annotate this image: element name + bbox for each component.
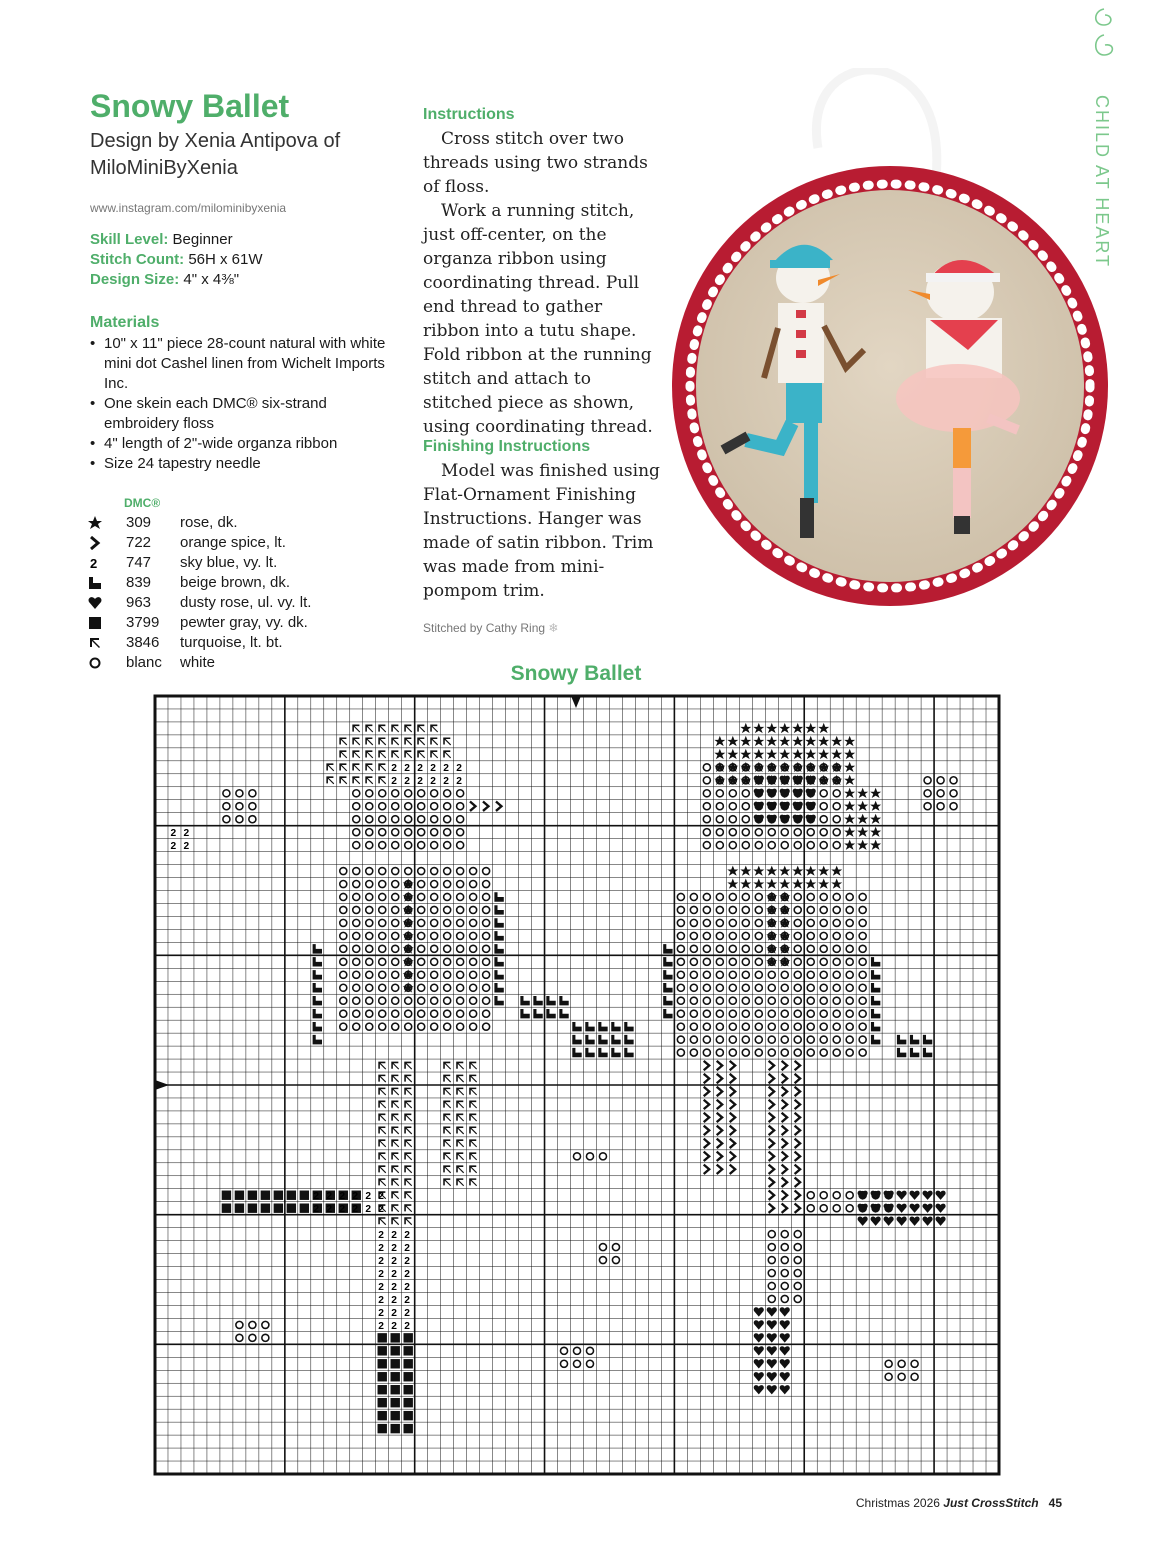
two-symbol-icon: [88, 556, 102, 570]
square-symbol-stitch: [378, 1359, 387, 1368]
dmc-number: 963: [126, 594, 152, 611]
linen-fabric: [696, 190, 1084, 582]
square-symbol-stitch: [274, 1191, 283, 1200]
svg-text:2: 2: [365, 1204, 371, 1216]
two-symbol-stitch: [171, 841, 177, 852]
square-symbol-stitch: [378, 1424, 387, 1433]
square-symbol-stitch: [391, 1398, 400, 1407]
svg-text:2: 2: [404, 1243, 410, 1255]
two-symbol-stitch: [391, 1321, 397, 1332]
dmc-number: 3799: [126, 614, 160, 631]
stitched-by: Stitched by Cathy Ring ❄: [423, 621, 559, 635]
two-symbol-stitch: [378, 1295, 384, 1306]
dmc-number: blanc: [126, 654, 162, 671]
svg-text:2: 2: [352, 1191, 359, 1203]
two-symbol-stitch: [417, 776, 423, 787]
square-symbol-stitch: [378, 1385, 387, 1394]
key-row: [88, 573, 311, 593]
square-symbol-stitch: [300, 1203, 309, 1212]
two-symbol-stitch: [404, 776, 410, 787]
two-symbol-stitch: [391, 1282, 397, 1293]
square-symbol-stitch: [403, 1346, 412, 1355]
two-symbol-stitch: [443, 776, 449, 787]
svg-text:2: 2: [378, 1230, 384, 1242]
svg-text:2: 2: [378, 1307, 384, 1319]
square-symbol-stitch: [248, 1191, 257, 1200]
section-tab-label: CHILD AT HEART: [1092, 95, 1112, 269]
two-symbol-stitch: [391, 763, 397, 774]
svg-text:2: 2: [404, 1281, 410, 1293]
list-item: • 10" x 11" piece 28-count natural with white mini dot Cashel linen from Wichelt Imports Inc.: [90, 334, 390, 394]
square-symbol-stitch: [378, 1411, 387, 1420]
svg-text:2: 2: [391, 1320, 397, 1332]
svg-text:2: 2: [456, 763, 462, 775]
svg-text:2: 2: [391, 1294, 397, 1306]
svg-text:2: 2: [313, 1204, 320, 1216]
square-symbol-stitch: [403, 1411, 412, 1420]
finishing-paragraph: Model was finished using Flat-Ornament Finishing Instructions. Hanger was made of satin ribbon. Trim was made from mini-pompom trim.: [423, 461, 660, 601]
square-symbol-stitch: [391, 1359, 400, 1368]
two-symbol-stitch: [391, 1295, 397, 1306]
skill-level: Skill Level: Beginner: [90, 231, 233, 248]
dmc-number: 747: [126, 554, 152, 571]
square-symbol-stitch: [222, 1203, 231, 1212]
two-symbol-stitch: [171, 828, 177, 839]
two-symbol-stitch: [404, 1295, 410, 1306]
chevron-symbol-icon: [88, 536, 102, 550]
two-symbol-stitch: [352, 1204, 358, 1215]
svg-text:2: 2: [378, 1243, 384, 1255]
heart-symbol-icon: [88, 596, 102, 610]
square-symbol-stitch: [378, 1398, 387, 1407]
swirl-ornament-icon: [1091, 5, 1117, 65]
list-item: • One skein each DMC® six-strand embroidery floss: [90, 394, 390, 434]
svg-text:2: 2: [326, 1191, 333, 1203]
svg-text:2: 2: [417, 776, 423, 788]
svg-text:2: 2: [391, 1268, 397, 1280]
svg-text:2: 2: [378, 1204, 384, 1216]
svg-text:2: 2: [404, 1294, 410, 1306]
square-symbol-stitch: [235, 1203, 244, 1212]
svg-text:2: 2: [391, 1281, 397, 1293]
svg-text:2: 2: [404, 1320, 410, 1332]
two-symbol-stitch: [184, 828, 190, 839]
color-name: orange spice, lt.: [180, 534, 286, 551]
two-symbol-stitch: [326, 1191, 332, 1202]
svg-text:2: 2: [430, 776, 436, 788]
svg-text:2: 2: [391, 1307, 397, 1319]
two-symbol-stitch: [365, 1191, 371, 1202]
two-symbol-stitch: [417, 763, 423, 774]
svg-text:2: 2: [417, 763, 423, 775]
article-title: Snowy Ballet: [90, 88, 290, 124]
instructions-text: [423, 127, 663, 439]
step-symbol-icon: [88, 576, 102, 590]
snowflake-icon: ❄: [548, 621, 559, 635]
color-key: [88, 513, 311, 673]
color-name: turquoise, lt. bt.: [180, 634, 283, 651]
two-symbol-stitch: [404, 1269, 410, 1280]
square-symbol-stitch: [287, 1203, 296, 1212]
color-name: pewter gray, vy. dk.: [180, 614, 308, 631]
two-symbol-stitch: [391, 1269, 397, 1280]
designer-website[interactable]: www.instagram.com/milominibyxenia: [90, 201, 287, 215]
chart-grid: [155, 696, 999, 1474]
svg-text:2: 2: [404, 1230, 410, 1242]
two-symbol-stitch: [326, 1204, 332, 1215]
two-symbol-stitch: [456, 776, 462, 787]
key-row: [88, 633, 311, 653]
finished-ornament-photo: [668, 68, 1108, 608]
svg-text:2: 2: [456, 776, 462, 788]
color-name: white: [180, 654, 216, 671]
two-symbol-stitch: [404, 1256, 410, 1267]
svg-text:2: 2: [183, 841, 190, 853]
svg-text:2: 2: [365, 1191, 371, 1203]
svg-text:2: 2: [90, 556, 98, 570]
two-symbol-stitch: [339, 1191, 345, 1202]
square-symbol-stitch: [391, 1372, 400, 1381]
chart-title: Snowy Ballet: [510, 662, 642, 685]
svg-text:2: 2: [378, 1268, 384, 1280]
key-row: [88, 613, 311, 633]
dmc-number: 309: [126, 514, 152, 531]
svg-text:2: 2: [404, 1268, 410, 1280]
color-name: dusty rose, ul. vy. lt.: [180, 594, 312, 611]
square-symbol-stitch: [391, 1424, 400, 1433]
two-symbol-stitch: [378, 1204, 384, 1215]
svg-text:2: 2: [183, 828, 190, 840]
finishing-heading: Finishing Instructions: [423, 438, 591, 455]
two-symbol-stitch: [430, 763, 436, 774]
svg-text:2: 2: [404, 1307, 410, 1319]
svg-text:2: 2: [378, 1281, 384, 1293]
page-footer: Christmas 2026 Just CrossStitch 45: [855, 1496, 1062, 1510]
color-name: sky blue, vy. lt.: [180, 554, 278, 571]
two-symbol-stitch: [378, 1230, 384, 1241]
square-symbol-stitch: [287, 1191, 296, 1200]
svg-text:2: 2: [391, 1230, 397, 1242]
two-symbol-stitch: [365, 1204, 371, 1215]
square-symbol-stitch: [403, 1372, 412, 1381]
two-symbol-stitch: [443, 763, 449, 774]
two-symbol-stitch: [313, 1204, 319, 1215]
svg-text:2: 2: [313, 1191, 320, 1203]
design-size: Design Size: 4" x 4⅜": [90, 271, 240, 288]
instructions-heading: Instructions: [423, 106, 515, 123]
star-symbol-icon: [88, 516, 102, 530]
two-symbol-stitch: [404, 1308, 410, 1319]
svg-text:2: 2: [391, 1255, 397, 1267]
svg-text:2: 2: [170, 841, 177, 853]
two-symbol-stitch: [378, 1256, 384, 1267]
svg-text:2: 2: [378, 1294, 384, 1306]
dmc-number: 722: [126, 534, 152, 551]
cross-stitch-chart: [153, 694, 1001, 1476]
page-number: 45: [1048, 1496, 1062, 1510]
square-symbol-stitch: [378, 1346, 387, 1355]
svg-text:2: 2: [430, 763, 436, 775]
key-row: [88, 533, 311, 553]
finishing-text: [423, 459, 663, 603]
svg-text:2: 2: [378, 1320, 384, 1332]
two-symbol-stitch: [391, 1243, 397, 1254]
two-symbol-stitch: [313, 1191, 319, 1202]
key-row: [88, 593, 311, 613]
square-symbol-stitch: [222, 1191, 231, 1200]
list-item: • Size 24 tapestry needle: [90, 454, 390, 474]
two-symbol-stitch: [404, 1243, 410, 1254]
square-symbol-stitch: [274, 1203, 283, 1212]
key-row: [88, 553, 311, 573]
materials-list: [90, 334, 390, 474]
instructions-paragraph: Work a running stitch, just off-center, on the organza ribbon using coordinating thread. Pull end thread to gather ribbon into a tutu shape. Fold ribbon at the running stitch and attach to stitched piece as shown, using coordinating thread.: [423, 201, 653, 437]
two-symbol-stitch: [391, 1230, 397, 1241]
two-symbol-stitch: [404, 763, 410, 774]
square-symbol-stitch: [403, 1359, 412, 1368]
two-symbol-stitch: [391, 776, 397, 787]
square-symbol-stitch: [261, 1191, 270, 1200]
stitch-count: Stitch Count: 56H x 61W: [90, 251, 263, 268]
svg-text:2: 2: [170, 828, 177, 840]
square-symbol-stitch: [235, 1191, 244, 1200]
svg-text:2: 2: [352, 1204, 359, 1216]
square-symbol-stitch: [391, 1385, 400, 1394]
svg-text:2: 2: [391, 1243, 397, 1255]
svg-text:2: 2: [391, 763, 397, 775]
two-symbol-stitch: [352, 1191, 358, 1202]
square-symbol-stitch: [403, 1385, 412, 1394]
arrow-symbol-icon: [88, 636, 102, 650]
instructions-paragraph: Cross stitch over two threads using two strands of floss.: [423, 129, 648, 197]
color-name: beige brown, dk.: [180, 574, 291, 591]
square-symbol-stitch: [391, 1346, 400, 1355]
svg-text:2: 2: [443, 763, 449, 775]
svg-text:2: 2: [404, 776, 410, 788]
dmc-number: 839: [126, 574, 152, 591]
dmc-heading: DMC®: [124, 496, 161, 510]
hanger-ribbon: [816, 70, 936, 178]
square-symbol-stitch: [378, 1372, 387, 1381]
two-symbol-stitch: [339, 1204, 345, 1215]
two-symbol-stitch: [391, 1308, 397, 1319]
square-symbol-stitch: [403, 1398, 412, 1407]
svg-text:2: 2: [391, 776, 397, 788]
svg-text:2: 2: [378, 1255, 384, 1267]
square-symbol-stitch: [300, 1191, 309, 1200]
two-symbol-stitch: [404, 1230, 410, 1241]
square-symbol-stitch: [378, 1333, 387, 1342]
square-symbol-stitch: [248, 1203, 257, 1212]
color-name: rose, dk.: [180, 514, 238, 531]
designer-byline: Design by Xenia Antipova of MiloMiniByXenia: [90, 130, 341, 179]
square-symbol-stitch: [403, 1424, 412, 1433]
dmc-number: 3846: [126, 634, 160, 651]
two-symbol-stitch: [378, 1243, 384, 1254]
materials-heading: Materials: [90, 314, 160, 331]
two-symbol-stitch: [378, 1191, 384, 1202]
svg-text:2: 2: [443, 776, 449, 788]
two-symbol-stitch: [378, 1308, 384, 1319]
svg-text:2: 2: [326, 1204, 333, 1216]
two-symbol-stitch: [404, 1282, 410, 1293]
square-symbol-icon: [88, 616, 102, 630]
square-symbol-stitch: [403, 1333, 412, 1342]
key-row: [88, 513, 311, 533]
two-symbol-stitch: [404, 1321, 410, 1332]
specs-block: [90, 230, 263, 290]
svg-text:2: 2: [378, 1191, 384, 1203]
two-symbol-stitch: [378, 1269, 384, 1280]
svg-text:2: 2: [339, 1191, 346, 1203]
two-symbol-stitch: [378, 1282, 384, 1293]
two-symbol-stitch: [430, 776, 436, 787]
two-symbol-stitch: [378, 1321, 384, 1332]
two-symbol-stitch: [456, 763, 462, 774]
list-item: • 4" length of 2"-wide organza ribbon: [90, 434, 390, 454]
svg-text:2: 2: [404, 1255, 410, 1267]
square-symbol-stitch: [391, 1411, 400, 1420]
svg-text:2: 2: [339, 1204, 346, 1216]
two-symbol-stitch: [184, 841, 190, 852]
square-symbol-stitch: [261, 1203, 270, 1212]
svg-text:2: 2: [404, 763, 410, 775]
two-symbol-stitch: [391, 1256, 397, 1267]
square-symbol-stitch: [391, 1333, 400, 1342]
